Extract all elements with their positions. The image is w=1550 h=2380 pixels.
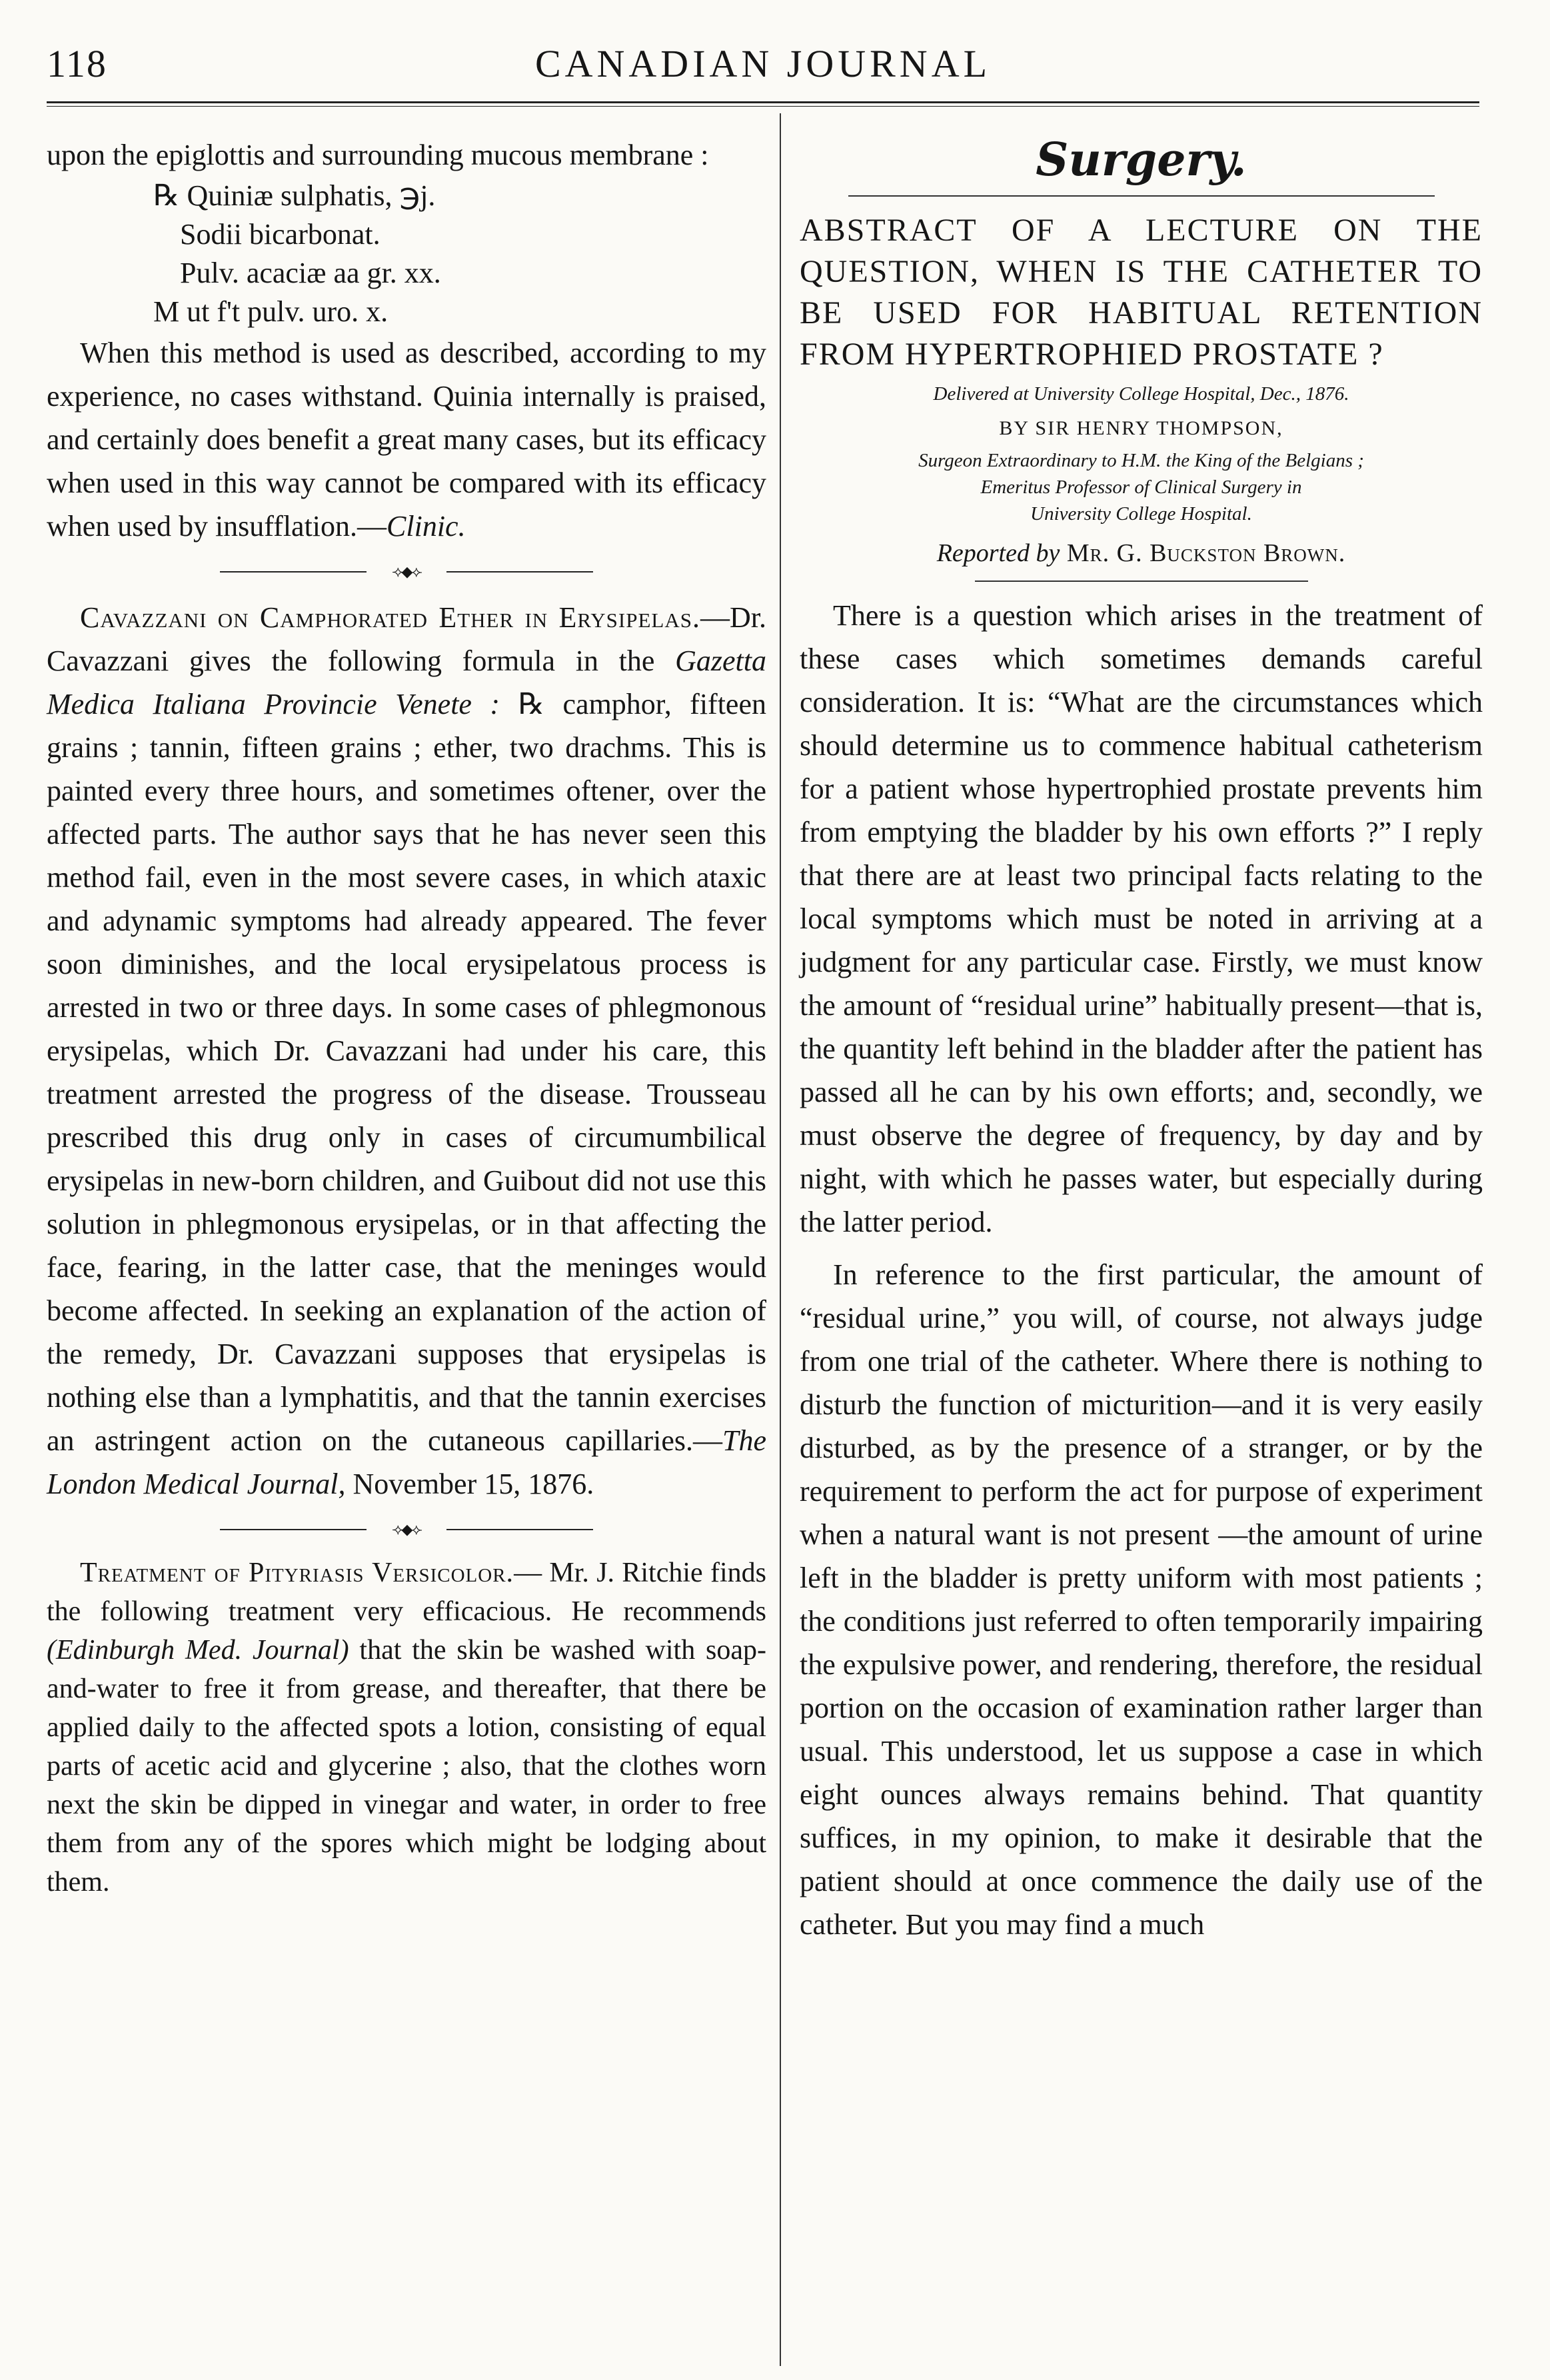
method-source: Clinic. [387,510,466,543]
thin-rule [975,581,1308,582]
column-divider [780,113,781,2366]
page-header [47,41,1479,95]
lecture-paragraph: There is a question which arises in the treatment of these cases which sometimes demands careful consideration. It is: “What are the circumstances which should determine us to commence habitual catheterism for a patient whose hypertrophied prostate prevents him from emptying the bladder by his own efforts ?” I reply that there are at least two principal facts relating to the local symptoms which must be noted in arriving at a judgment for any particular case. Firstly, we must know the amount of “residual urine” habitually present—that is, the quantity left behind in the bladder after the patient has passed all he can by his own efforts; and, secondly, we must observe the degree of frequency, by day and by night, with which he passes water, but especially during the latter period. [800,599,1483,1238]
ornament-mark: ⟢◆⟣ [367,565,446,579]
cavazzani-article [47,596,766,1506]
prescription-line: M ut f't pulv. uro. x. [153,295,388,328]
page-number: 118 [47,42,107,85]
article-body: that the skin be washed with soap-and-water to free it from grease, and thereafter, that there be applied daily to the affected spots a lotion, consisting of equal parts of acetic acid and glycerine ; also, that the clothes worn next the skin be dipped in vinegar and water, in order to free them from any of the spores which might be lodging about them. [47,1635,767,1897]
article-lead: —Dr. Cavazzani gives the following formula in the [47,601,766,677]
intro-text: upon the epiglottis and surrounding mucous membrane : [47,139,709,171]
article-source: The London Medical Journal, [47,1424,766,1500]
article-heading: Treatment of Pityriasis Versicolor. [80,1558,514,1588]
article-date: November 15, 1876. [345,1468,594,1500]
pityriasis-article [47,1554,766,1901]
reported-prefix: Reported by [936,539,1060,567]
article-source: (Edinburgh Med. Journal) [47,1635,349,1666]
delivered-note: Delivered at University College Hospital, Dec., 1876. [933,383,1349,405]
reported-by [800,531,1483,575]
ornament-divider [220,565,593,579]
article-journal: Gazetta Medica Italiana Provincie Venete : [47,644,766,720]
section-rule [848,195,1435,197]
prescription-line: Pulv. acaciæ aa gr. xx. [180,257,441,289]
prescription-line: Sodii bicarbonat. [180,218,381,251]
prescription [153,177,766,331]
header-rule [47,101,1479,107]
article-lead: — Mr. J. Ritchie finds the following treatment very efficacious. He recommends [47,1558,766,1627]
author-affiliation: Surgeon Extraordinary to H.M. the King of the Belgians ; [918,450,1364,471]
method-text: When this method is used as described, according to my experience, no cases withstand. Quinia internally is praised, and certainly does benefit a great many cases, but its efficacy when used in this way cannot be compared with its efficacy when used by insufflation.— [47,337,766,543]
author-affiliation: University College Hospital. [1030,503,1252,525]
section-heading: Surgery. [1036,133,1247,187]
ornament-mark: ⟢◆⟣ [367,1523,446,1536]
article-body: ℞ camphor, fifteen grains ; tannin, fifteen grains ; ether, two drachms. This is painted every three hours, and sometimes oftener, over the affected parts. The author says that he has never seen this method fail, even in the most severe cases, in which ataxic and adynamic symptoms had already appeared. The fever soon diminishes, and the local erysipelatous process is arrested in two or three days. In some cases of phlegmonous erysipelas, which Dr. Cavazzani had under his care, this treatment arrested the progress of the disease. Trousseau prescribed this drug only in cases of circumumbilical erysipelas in new-born children, and Guibout did not use this solution in phlegmonous erysipelas, or in that affecting the face, fearing, in the latter case, that the meninges would become affected. In seeking an explanation of the action of the remedy, Dr. Cavazzani supposes that erysipelas is nothing else than a lymphatitis, and that the tannin exercises an astringent action on the cutaneous capillaries.— [47,688,766,1457]
right-column [800,133,1483,1946]
method-paragraph [47,331,766,548]
left-column [47,133,766,1901]
author-byline: BY SIR HENRY THOMPSON, [999,417,1283,439]
author-affiliation: Emeritus Professor of Clinical Surgery in [980,477,1302,498]
reporter-name: Mr. G. Buckston Brown. [1060,539,1346,567]
article-heading: Cavazzani on Camphorated Ether in Erysipelas. [80,601,700,634]
abstract-title: ABSTRACT OF A LECTURE ON THE QUESTION, WHEN IS THE CATHETER TO BE USED FOR HABITUAL RETENTION FROM HYPERTROPHIED PROSTATE ? [800,213,1483,372]
journal-title: CANADIAN JOURNAL [534,42,992,85]
ornament-divider [220,1523,593,1536]
lecture-paragraph: In reference to the first particular, the amount of “residual urine,” you will, of course, not always judge from one trial of the catheter. Where there is nothing to disturb the function of micturition—and it is very easily disturbed, as by the presence of a stranger, or by the requirement to perform the act for purpose of experiment when a natural want is not present —the amount of urine left in the bladder is pretty uniform with most patients ; the conditions just referred to often temporarily impairing the expulsive power, and rendering, therefore, the residual portion on the occasion of examination rather larger than usual. This understood, let us suppose a case in which eight ounces always remains behind. That quantity suffices, in my opinion, to make it desirable that the patient should at once commence the daily use of the catheter. But you may find a much [800,1258,1483,1941]
prescription-line: ℞ Quiniæ sulphatis, ℈j. [153,179,436,212]
